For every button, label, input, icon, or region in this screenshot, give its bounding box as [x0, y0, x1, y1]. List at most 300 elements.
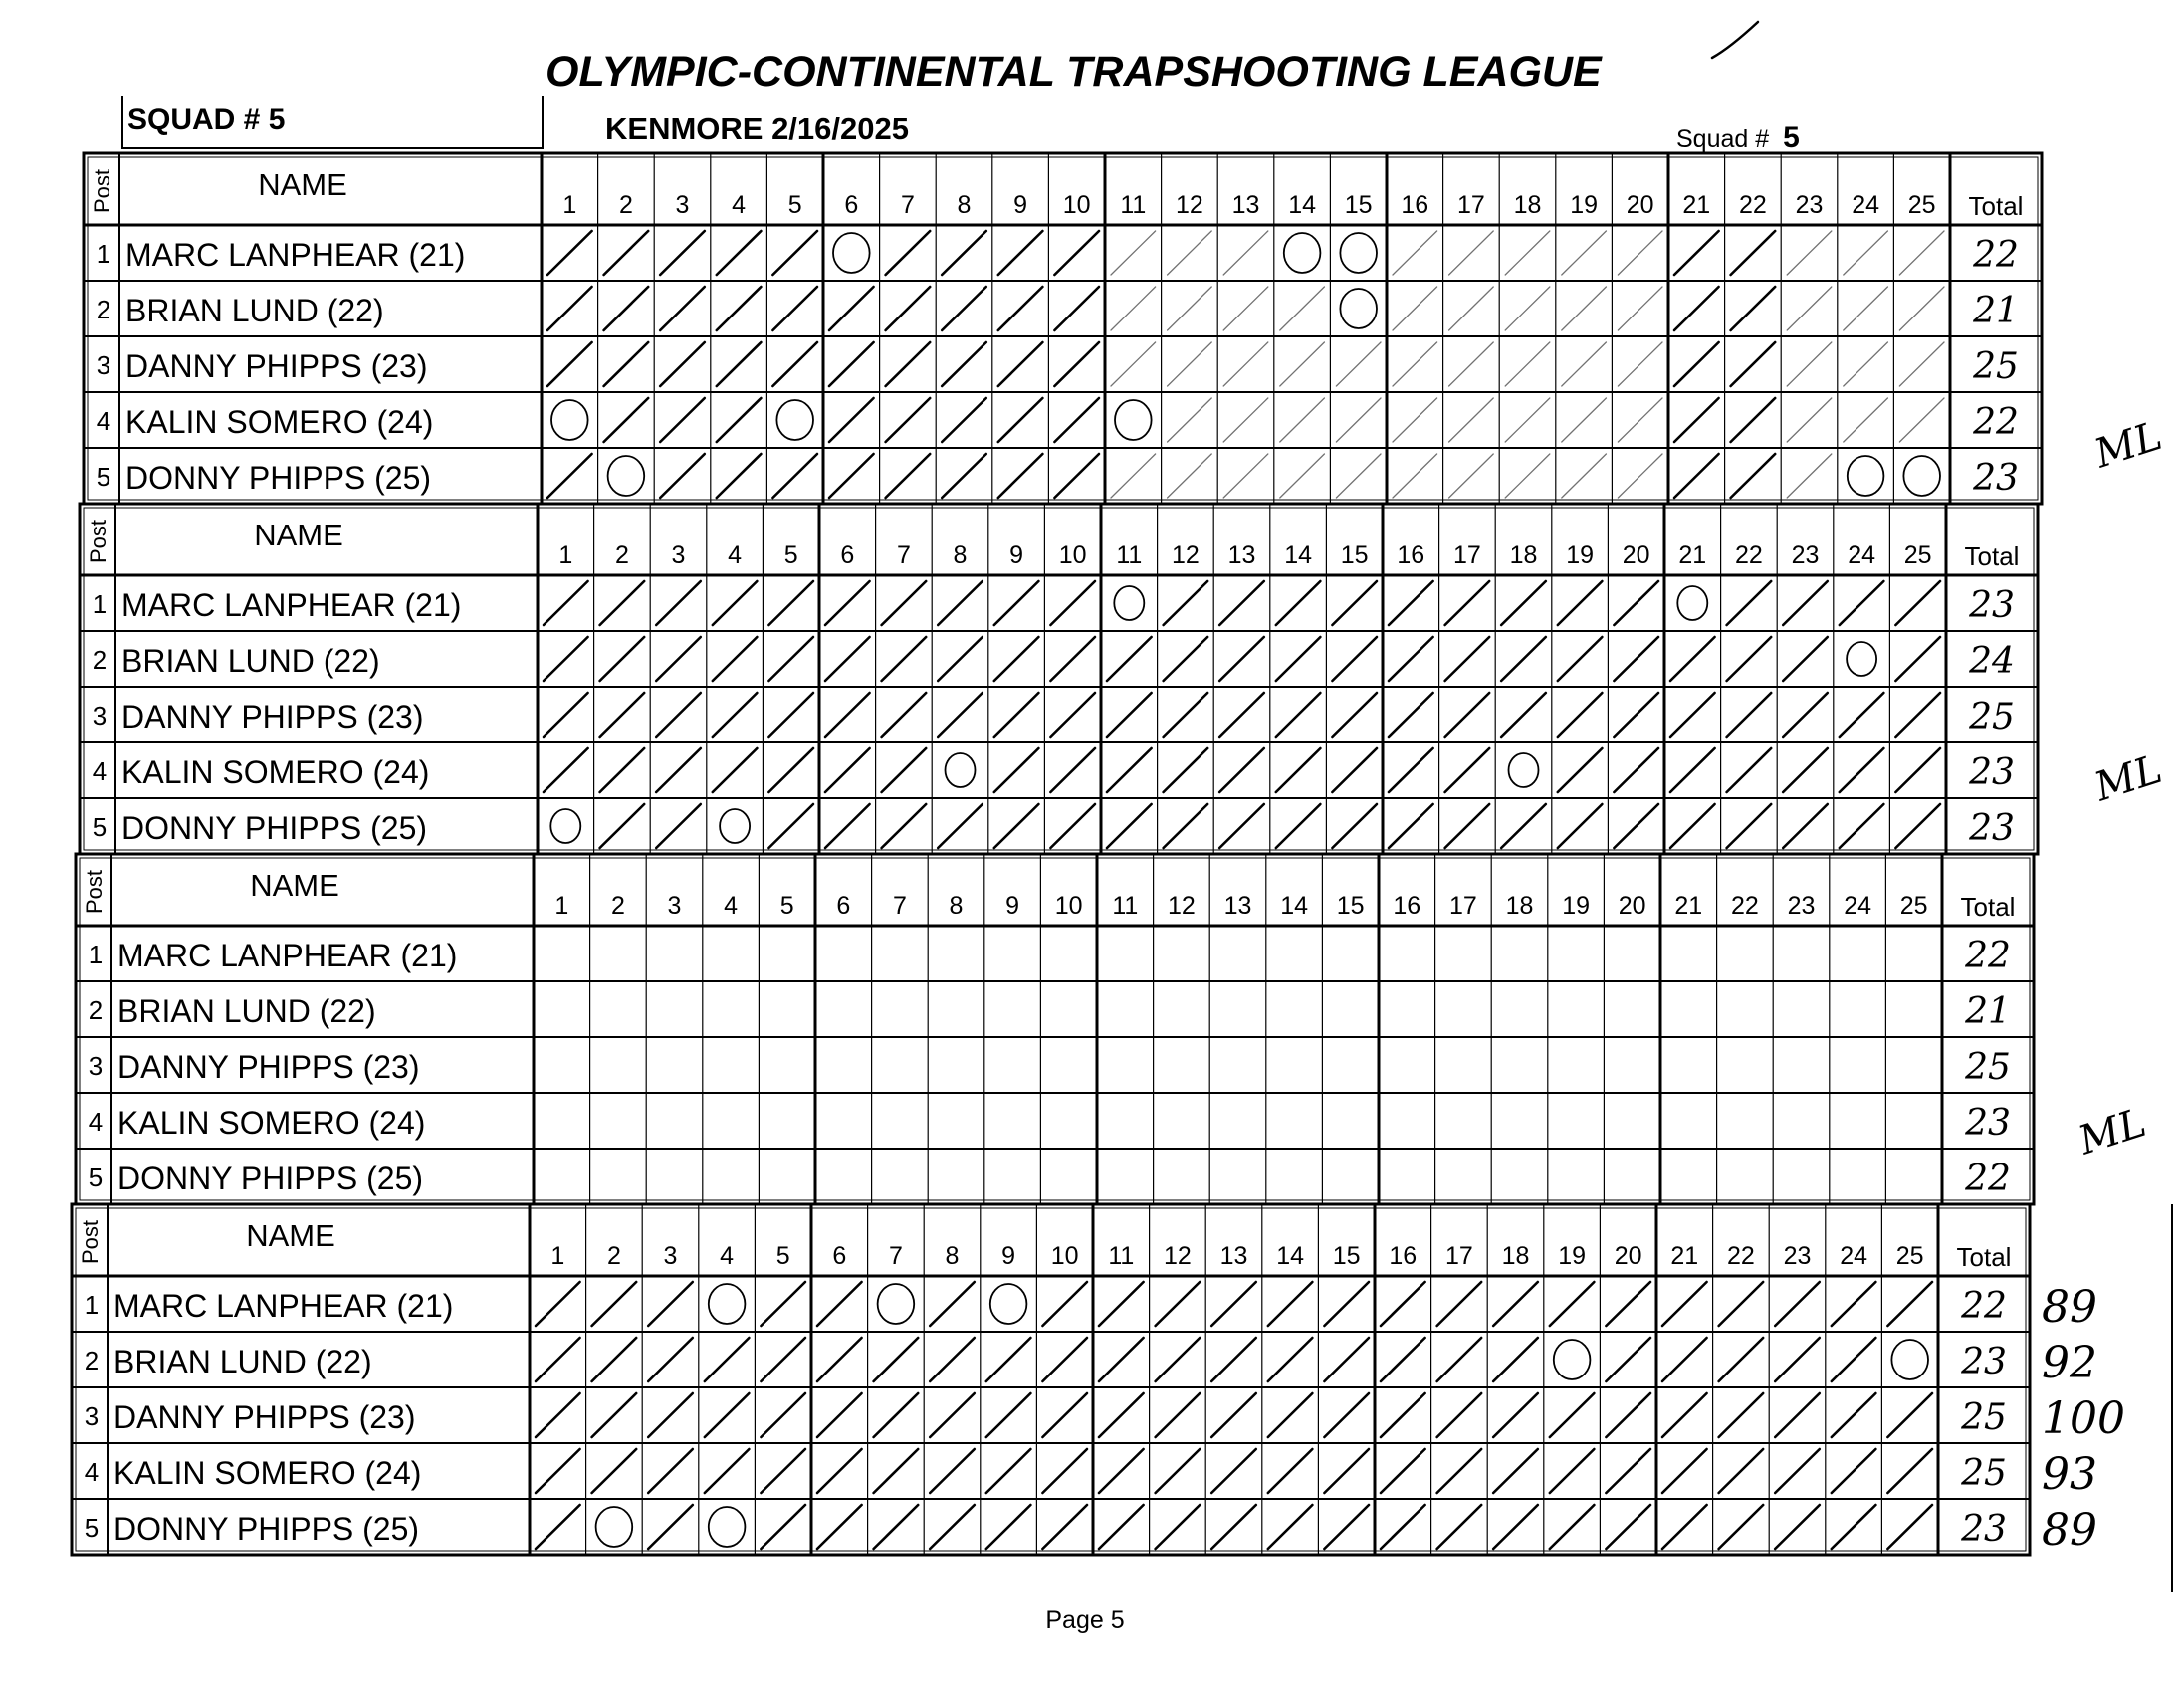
target-number: 4	[724, 892, 739, 920]
hit-mark	[592, 1282, 637, 1326]
hit-mark	[761, 1393, 805, 1437]
target-number: 7	[888, 1242, 903, 1270]
miss-mark	[1554, 1340, 1591, 1379]
hit-mark	[1558, 693, 1603, 737]
hit-mark	[1219, 804, 1264, 848]
target-number: 17	[1456, 191, 1485, 219]
hit-mark	[1332, 748, 1377, 792]
target-number: 20	[1626, 191, 1654, 219]
hit-mark	[1280, 454, 1325, 498]
hit-mark	[1223, 454, 1268, 498]
miss-mark	[1340, 289, 1377, 328]
hit-mark	[1887, 1505, 1932, 1549]
post-header: Post	[78, 1219, 103, 1265]
target-number: 23	[1783, 1242, 1812, 1270]
hit-mark	[874, 1505, 919, 1549]
hit-mark	[1614, 637, 1658, 681]
target-number: 9	[1009, 541, 1024, 569]
hit-mark	[882, 748, 927, 792]
hit-mark	[938, 581, 983, 625]
hit-mark	[1381, 1282, 1425, 1326]
hit-mark	[817, 1505, 862, 1549]
hit-mark	[1614, 581, 1658, 625]
target-number: 4	[728, 541, 743, 569]
hit-mark	[1393, 398, 1437, 442]
post-number: 2	[96, 295, 111, 324]
miss-mark	[709, 1507, 746, 1547]
hit-mark	[1550, 1282, 1595, 1326]
hit-mark	[1164, 581, 1208, 625]
hit-mark	[1336, 342, 1381, 386]
hit-mark	[1042, 1505, 1087, 1549]
miss-mark-numbered	[1114, 586, 1144, 620]
target-number: 21	[1670, 1242, 1699, 1270]
hit-mark	[1223, 342, 1268, 386]
hit-mark	[1276, 581, 1321, 625]
post-number: 1	[84, 1290, 100, 1320]
hit-mark	[1280, 287, 1325, 330]
hit-mark	[817, 1282, 862, 1326]
hit-mark	[536, 1393, 580, 1437]
hit-mark	[1389, 804, 1433, 848]
target-number: 8	[945, 1242, 960, 1270]
hit-mark	[600, 693, 645, 737]
target-number: 12	[1175, 191, 1203, 219]
hit-mark	[648, 1505, 693, 1549]
hit-mark	[1614, 748, 1658, 792]
target-number: 21	[1682, 191, 1711, 219]
hit-mark	[938, 693, 983, 737]
grand-total: 89	[2042, 1505, 2097, 1556]
hit-mark	[547, 231, 592, 275]
hit-mark	[1389, 693, 1433, 737]
hit-mark	[656, 804, 701, 848]
name-header: NAME	[246, 1218, 335, 1253]
hit-mark	[1223, 398, 1268, 442]
hit-mark	[882, 637, 927, 681]
hit-mark	[1558, 748, 1603, 792]
hit-mark	[1381, 1505, 1425, 1549]
hit-mark	[544, 581, 588, 625]
hit-mark	[1268, 1449, 1313, 1493]
hit-mark	[1832, 1505, 1876, 1549]
hit-mark	[1844, 342, 1888, 386]
hit-mark	[1437, 1282, 1482, 1326]
hit-mark	[1787, 398, 1832, 442]
target-number: 8	[953, 541, 968, 569]
hit-mark	[874, 1393, 919, 1437]
miss-mark	[1903, 456, 1940, 496]
hit-mark	[1168, 454, 1212, 498]
grand-total: 100	[2042, 1393, 2125, 1444]
target-number: 22	[1734, 541, 1763, 569]
shooter-name: DANNY PHIPPS (23)	[117, 1049, 420, 1085]
hit-mark	[536, 1505, 580, 1549]
hit-mark	[1042, 1393, 1087, 1437]
target-number: 20	[1618, 892, 1646, 920]
shooter-name: DANNY PHIPPS (23)	[121, 699, 424, 735]
hit-mark	[1719, 1449, 1764, 1493]
target-number: 25	[1895, 1242, 1924, 1270]
hit-mark	[1618, 342, 1662, 386]
hit-mark	[1156, 1449, 1201, 1493]
hit-mark	[1887, 1282, 1932, 1326]
hit-mark	[656, 637, 701, 681]
hit-mark	[768, 693, 813, 737]
hit-mark	[717, 454, 762, 498]
hit-mark	[1674, 287, 1719, 330]
row-total: 23	[1973, 458, 2019, 499]
hit-mark	[1787, 287, 1832, 330]
target-number: 9	[1005, 892, 1020, 920]
miss-mark	[776, 400, 813, 440]
hit-mark	[1606, 1449, 1650, 1493]
post-number: 2	[84, 1346, 100, 1375]
target-number: 10	[1054, 892, 1083, 920]
row-total: 23	[1961, 1509, 2007, 1550]
target-number: 5	[775, 1242, 790, 1270]
target-number: 17	[1452, 541, 1481, 569]
hit-mark	[660, 342, 705, 386]
hit-mark	[986, 1393, 1031, 1437]
hit-mark	[1505, 342, 1550, 386]
hit-mark	[994, 693, 1039, 737]
hit-mark	[1505, 398, 1550, 442]
hit-mark	[1618, 287, 1662, 330]
hit-mark	[1054, 231, 1099, 275]
name-header: NAME	[258, 167, 347, 202]
hit-mark	[717, 287, 762, 330]
hit-mark	[1775, 1449, 1820, 1493]
hit-mark	[768, 804, 813, 848]
hit-mark	[656, 581, 701, 625]
target-number: 2	[614, 541, 629, 569]
post-number: 4	[92, 756, 108, 786]
hit-mark	[604, 398, 649, 442]
hit-mark	[930, 1282, 975, 1326]
hit-mark	[1099, 1393, 1144, 1437]
hit-mark	[930, 1505, 975, 1549]
hit-mark	[986, 1449, 1031, 1493]
hit-mark	[1840, 693, 1884, 737]
hit-mark	[1787, 231, 1832, 275]
hit-mark	[1899, 342, 1944, 386]
target-number: 24	[1840, 1242, 1868, 1270]
post-number: 5	[92, 812, 108, 842]
target-number: 6	[844, 191, 859, 219]
target-number: 25	[1903, 541, 1932, 569]
hit-mark	[1164, 804, 1208, 848]
hit-mark	[1050, 748, 1095, 792]
hit-mark	[1674, 231, 1719, 275]
hit-mark	[1674, 454, 1719, 498]
hit-mark	[1844, 231, 1888, 275]
hit-mark	[1895, 693, 1940, 737]
hit-mark	[1211, 1338, 1256, 1381]
shooter-name: KALIN SOMERO (24)	[113, 1455, 422, 1491]
hit-mark	[1787, 342, 1832, 386]
hit-mark	[1783, 693, 1828, 737]
hit-mark	[874, 1338, 919, 1381]
hit-mark	[1840, 581, 1884, 625]
hit-mark	[600, 748, 645, 792]
total-header: Total	[1968, 191, 2024, 221]
miss-mark	[1848, 456, 1884, 496]
shooter-name: DONNY PHIPPS (25)	[113, 1511, 420, 1547]
hit-mark	[1674, 342, 1719, 386]
hit-mark	[1501, 693, 1546, 737]
hit-mark	[994, 581, 1039, 625]
miss-mark	[990, 1284, 1027, 1324]
hit-mark	[1336, 454, 1381, 498]
target-number: 25	[1899, 892, 1928, 920]
hit-mark	[1156, 1282, 1201, 1326]
shooter-name: DANNY PHIPPS (23)	[113, 1399, 416, 1435]
hit-mark	[1558, 581, 1603, 625]
row-total: 22	[1961, 1286, 2007, 1327]
hit-mark	[1164, 748, 1208, 792]
round-section-4	[72, 1204, 2030, 1555]
shooter-name: DANNY PHIPPS (23)	[125, 348, 428, 384]
hit-mark	[1393, 454, 1437, 498]
hit-mark	[1550, 1393, 1595, 1437]
post-number: 3	[96, 350, 111, 380]
hit-mark	[1336, 398, 1381, 442]
target-number: 4	[720, 1242, 735, 1270]
round-section-1	[84, 153, 2042, 504]
miss-mark	[878, 1284, 915, 1324]
hit-mark	[547, 454, 592, 498]
hit-mark	[874, 1449, 919, 1493]
hit-mark	[1445, 581, 1490, 625]
hit-mark	[825, 693, 870, 737]
hit-mark	[1887, 1393, 1932, 1437]
hit-mark	[1662, 1282, 1707, 1326]
target-number: 13	[1227, 541, 1256, 569]
post-number: 4	[88, 1107, 104, 1137]
target-number: 13	[1223, 892, 1252, 920]
shooter-name: BRIAN LUND (22)	[125, 293, 384, 328]
hit-mark	[713, 581, 758, 625]
row-total: 25	[1969, 697, 2015, 738]
miss-mark	[1891, 1340, 1928, 1379]
hit-mark	[938, 637, 983, 681]
hit-mark	[536, 1449, 580, 1493]
hit-mark	[1895, 804, 1940, 848]
hit-mark	[768, 748, 813, 792]
hit-mark	[829, 342, 874, 386]
hit-mark	[544, 748, 588, 792]
target-number: 18	[1505, 892, 1534, 920]
row-total: 23	[1965, 1103, 2011, 1144]
target-number: 6	[832, 1242, 847, 1270]
hit-mark	[1727, 804, 1772, 848]
hit-mark	[1223, 287, 1268, 330]
hit-mark	[1775, 1282, 1820, 1326]
target-number: 3	[663, 1242, 678, 1270]
hit-mark	[1268, 1338, 1313, 1381]
miss-mark	[596, 1507, 633, 1547]
hit-mark	[1783, 748, 1828, 792]
hit-mark	[1437, 1393, 1482, 1437]
hit-mark	[1662, 1338, 1707, 1381]
hit-mark	[1895, 581, 1940, 625]
hit-mark	[1727, 693, 1772, 737]
hit-mark	[1501, 804, 1546, 848]
hit-mark	[1111, 342, 1156, 386]
hit-mark	[1332, 581, 1377, 625]
target-number: 1	[562, 191, 577, 219]
hit-mark	[1731, 398, 1776, 442]
hit-mark	[1389, 581, 1433, 625]
hit-mark	[1168, 398, 1212, 442]
hit-mark	[1449, 342, 1494, 386]
target-number: 22	[1738, 191, 1767, 219]
miss-mark	[1115, 400, 1152, 440]
target-number: 1	[554, 892, 569, 920]
target-number: 1	[550, 1242, 565, 1270]
target-number: 10	[1058, 541, 1087, 569]
hit-mark	[1493, 1449, 1538, 1493]
hit-mark	[1832, 1338, 1876, 1381]
hit-mark	[604, 287, 649, 330]
target-number: 2	[606, 1242, 621, 1270]
hit-mark	[1449, 231, 1494, 275]
hit-mark	[761, 1449, 805, 1493]
hit-mark	[1832, 1449, 1876, 1493]
row-total: 22	[1965, 936, 2011, 976]
miss-mark-numbered	[1847, 642, 1876, 676]
post-number: 4	[84, 1457, 100, 1487]
hit-mark	[1381, 1338, 1425, 1381]
hit-mark	[998, 398, 1043, 442]
hit-mark	[768, 581, 813, 625]
target-number: 3	[675, 191, 690, 219]
hit-mark	[994, 637, 1039, 681]
hit-mark	[544, 693, 588, 737]
hit-mark	[1332, 804, 1377, 848]
target-number: 17	[1448, 892, 1477, 920]
hit-mark	[1211, 1282, 1256, 1326]
hit-mark	[1332, 693, 1377, 737]
row-total: 25	[1973, 346, 2019, 387]
target-number: 12	[1163, 1242, 1192, 1270]
post-number: 1	[88, 940, 104, 969]
shooter-name: BRIAN LUND (22)	[113, 1344, 372, 1379]
hit-mark	[1389, 637, 1433, 681]
hit-mark	[648, 1338, 693, 1381]
row-total: 23	[1969, 585, 2015, 626]
target-number: 7	[892, 892, 907, 920]
target-number: 14	[1284, 541, 1313, 569]
target-number: 18	[1513, 191, 1542, 219]
hit-mark	[1606, 1505, 1650, 1549]
hit-mark	[986, 1338, 1031, 1381]
hit-mark	[1324, 1505, 1369, 1549]
hit-mark	[1211, 1505, 1256, 1549]
hit-mark	[1493, 1393, 1538, 1437]
hit-mark	[1219, 748, 1264, 792]
hit-mark	[998, 454, 1043, 498]
hit-mark	[942, 398, 986, 442]
hit-mark	[1099, 1505, 1144, 1549]
hit-mark	[1618, 398, 1662, 442]
hit-mark	[1832, 1393, 1876, 1437]
row-total: 23	[1961, 1342, 2007, 1382]
hit-mark	[994, 748, 1039, 792]
hit-mark	[1280, 398, 1325, 442]
target-number: 21	[1674, 892, 1703, 920]
hit-mark	[1054, 398, 1099, 442]
hit-mark	[1662, 1393, 1707, 1437]
hit-mark	[825, 581, 870, 625]
hit-mark	[829, 287, 874, 330]
event-title: KENMORE 2/16/2025	[605, 111, 909, 146]
target-number: 15	[1344, 191, 1373, 219]
hit-mark	[1168, 342, 1212, 386]
hit-mark	[1393, 231, 1437, 275]
hit-mark	[1276, 804, 1321, 848]
target-number: 24	[1848, 541, 1876, 569]
page-title: OLYMPIC-CONTINENTAL TRAPSHOOTING LEAGUE	[546, 48, 1602, 96]
hit-mark	[886, 231, 931, 275]
hit-mark	[547, 342, 592, 386]
hit-mark	[882, 804, 927, 848]
target-number: 13	[1219, 1242, 1248, 1270]
target-number: 16	[1393, 892, 1421, 920]
hit-mark	[1783, 804, 1828, 848]
hit-mark	[1670, 804, 1715, 848]
hit-mark	[1775, 1505, 1820, 1549]
row-total: 22	[1973, 402, 2019, 443]
shooter-name: DONNY PHIPPS (25)	[117, 1161, 424, 1196]
hit-mark	[717, 398, 762, 442]
hit-mark	[1324, 1449, 1369, 1493]
hit-mark	[829, 454, 874, 498]
hit-mark	[1727, 748, 1772, 792]
round-section-2	[80, 504, 2038, 854]
hit-mark	[1332, 637, 1377, 681]
target-number: 6	[836, 892, 851, 920]
hit-mark	[930, 1393, 975, 1437]
post-header: Post	[90, 168, 114, 214]
hit-mark	[1107, 637, 1152, 681]
hit-mark	[1219, 637, 1264, 681]
target-number: 19	[1570, 191, 1599, 219]
hit-mark	[1164, 693, 1208, 737]
hit-mark	[1393, 287, 1437, 330]
hit-mark	[660, 454, 705, 498]
hit-mark	[942, 287, 986, 330]
hit-mark	[1437, 1505, 1482, 1549]
hit-mark	[1618, 231, 1662, 275]
reviewer-initials: ML	[2073, 1099, 2152, 1164]
target-number: 11	[1116, 541, 1143, 569]
hit-mark	[930, 1338, 975, 1381]
hit-mark	[656, 748, 701, 792]
hit-mark	[1268, 1282, 1313, 1326]
hit-mark	[1219, 693, 1264, 737]
hit-mark	[938, 804, 983, 848]
miss-mark-numbered	[720, 809, 750, 843]
row-total: 22	[1965, 1159, 2011, 1199]
hit-mark	[825, 748, 870, 792]
hit-mark	[1562, 342, 1607, 386]
shooter-name: KALIN SOMERO (24)	[117, 1105, 426, 1141]
hit-mark	[1887, 1449, 1932, 1493]
hit-mark	[1437, 1449, 1482, 1493]
post-number: 4	[96, 406, 111, 436]
